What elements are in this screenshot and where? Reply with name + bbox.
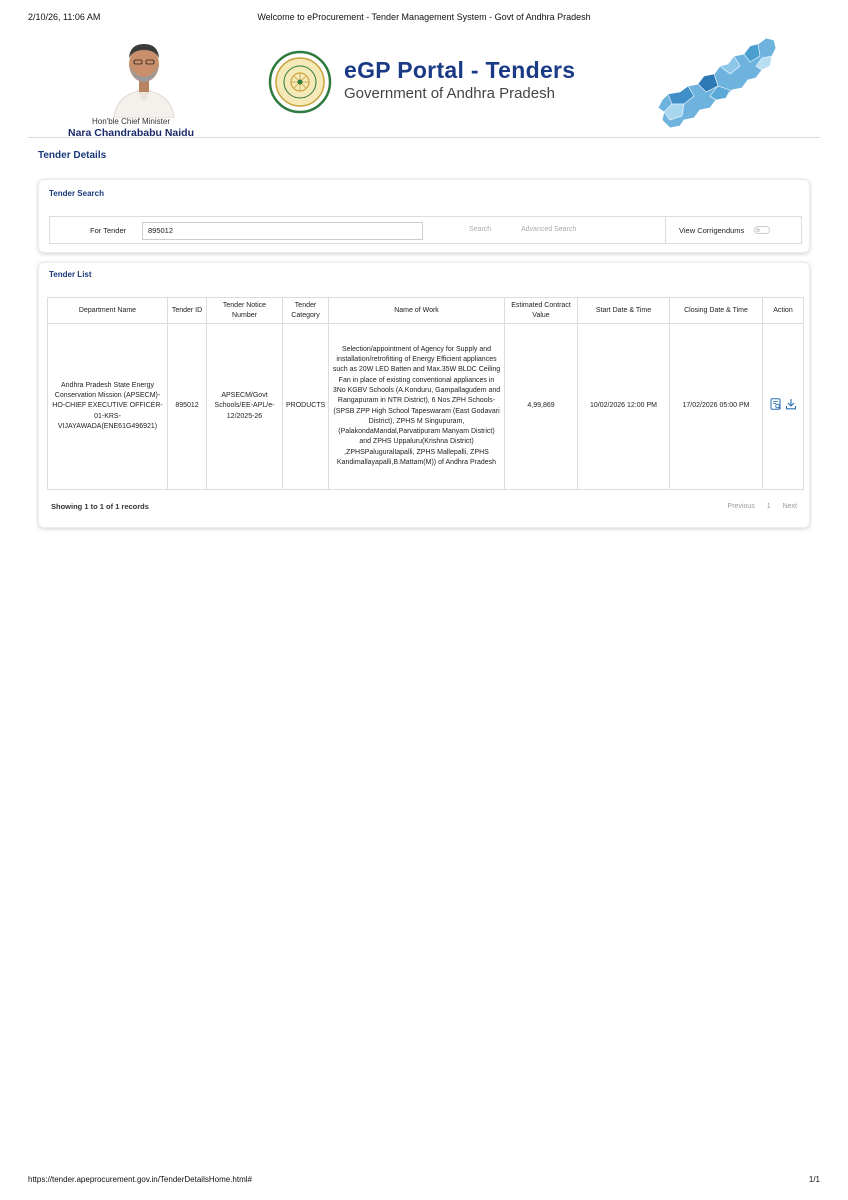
cm-photo xyxy=(108,38,180,118)
table-header-row xyxy=(48,298,804,324)
advanced-search-button[interactable]: Advanced Search xyxy=(521,226,577,233)
for-tender-label: For Tender xyxy=(90,226,127,235)
print-footer xyxy=(28,1175,820,1187)
for-tender-input[interactable]: 895012 xyxy=(142,222,423,240)
view-corrigendums-cell xyxy=(665,217,802,243)
column-header: Name of Work xyxy=(329,298,505,324)
page-title: Tender Details xyxy=(38,150,107,161)
pagination xyxy=(718,503,797,510)
search-button[interactable]: Search xyxy=(469,226,492,233)
view-corrigendums-label: View Corrigendums xyxy=(679,226,745,235)
print-document-title: Welcome to eProcurement - Tender Management System - Govt of Andhra Pradesh xyxy=(257,12,591,22)
portal-title: eGP Portal - Tenders xyxy=(344,57,576,83)
cm-name: Nara Chandrababu Naidu xyxy=(67,127,195,139)
print-datetime: 2/10/26, 11:06 AM xyxy=(28,12,101,22)
column-header: Action xyxy=(763,298,804,324)
print-page-number: 1/1 xyxy=(808,1175,820,1184)
start-datetime-cell: 10/02/2026 12:00 PM xyxy=(578,324,670,490)
portal-subtitle: Government of Andhra Pradesh xyxy=(344,85,555,102)
column-header: Tender ID xyxy=(168,298,207,324)
download-icon[interactable] xyxy=(785,398,797,410)
table-row xyxy=(48,324,804,490)
ap-map-graphic xyxy=(654,34,778,132)
tender-search-card xyxy=(38,179,810,253)
chief-minister-block xyxy=(56,36,206,139)
view-document-icon[interactable] xyxy=(770,398,782,410)
next-page-button[interactable]: Next xyxy=(782,503,797,510)
category-cell: PRODUCTS xyxy=(283,324,329,490)
tender-table xyxy=(47,297,804,490)
tender-list-title: Tender List xyxy=(49,270,92,279)
print-url: https://tender.apeprocurement.gov.in/TenderDetailsHome.html# xyxy=(28,1175,252,1184)
tender-id-cell: 895012 xyxy=(168,324,207,490)
search-row xyxy=(49,216,802,244)
tender-search-title: Tender Search xyxy=(49,189,104,198)
tender-list-card xyxy=(38,262,810,528)
department-cell: Andhra Pradesh State Energy Conservation Mission (APSECM)-HO-CHIEF EXECUTIVE OFFICER-01-KRS-VIJAYAWADA(ENE61G496921) xyxy=(48,324,168,490)
column-header: Tender Notice Number xyxy=(207,298,283,324)
print-header xyxy=(28,12,820,26)
cm-caption xyxy=(56,117,206,139)
column-header: Department Name xyxy=(48,298,168,324)
name-of-work-cell: Selection/appointment of Agency for Supply and installation/retrofitting of Energy Efficient appliances such as 20W LED Batten and Max.35W BLDC Ceiling Fan in place of existing conventional appliances in 3No KGBV Schools (A.Konduru, Gampallagudem and Rangapuram in NTR District), 6 Nos ZPH Schools- (SPSB ZPP High School Tapeswaram (East Godavari District), ZPHS M Singupuram, (PalakondaMandal,Parvatipuram Manyam District) and ZPHS Uppaluru(Krishna District) ,ZPHSPaluguralIapalli, ZPHS Mallepalli, ZPHS Kandimallayapalli,B.Mattam(M)) of Andhra Pradesh xyxy=(329,324,505,490)
estimated-value-cell: 4,99,869 xyxy=(505,324,578,490)
records-info: Showing 1 to 1 of 1 records xyxy=(51,502,149,511)
action-cell xyxy=(763,324,804,490)
state-emblem-logo xyxy=(268,50,332,114)
site-header xyxy=(28,30,820,138)
cm-role: Hon'ble Chief Minister xyxy=(91,117,170,126)
column-header: Start Date & Time xyxy=(578,298,670,324)
notice-number-cell: APSECM/Govt Schools/EE-APL/e-12/2025-26 xyxy=(207,324,283,490)
page-number-button[interactable]: 1 xyxy=(766,503,771,510)
view-corrigendums-toggle[interactable] xyxy=(754,226,770,234)
column-header: Tender Category xyxy=(283,298,329,324)
closing-datetime-cell: 17/02/2026 05:00 PM xyxy=(670,324,763,490)
previous-page-button[interactable]: Previous xyxy=(727,503,755,510)
portal-title-block xyxy=(344,56,575,104)
column-header: Closing Date & Time xyxy=(670,298,763,324)
column-header: Estimated Contract Value xyxy=(505,298,578,324)
